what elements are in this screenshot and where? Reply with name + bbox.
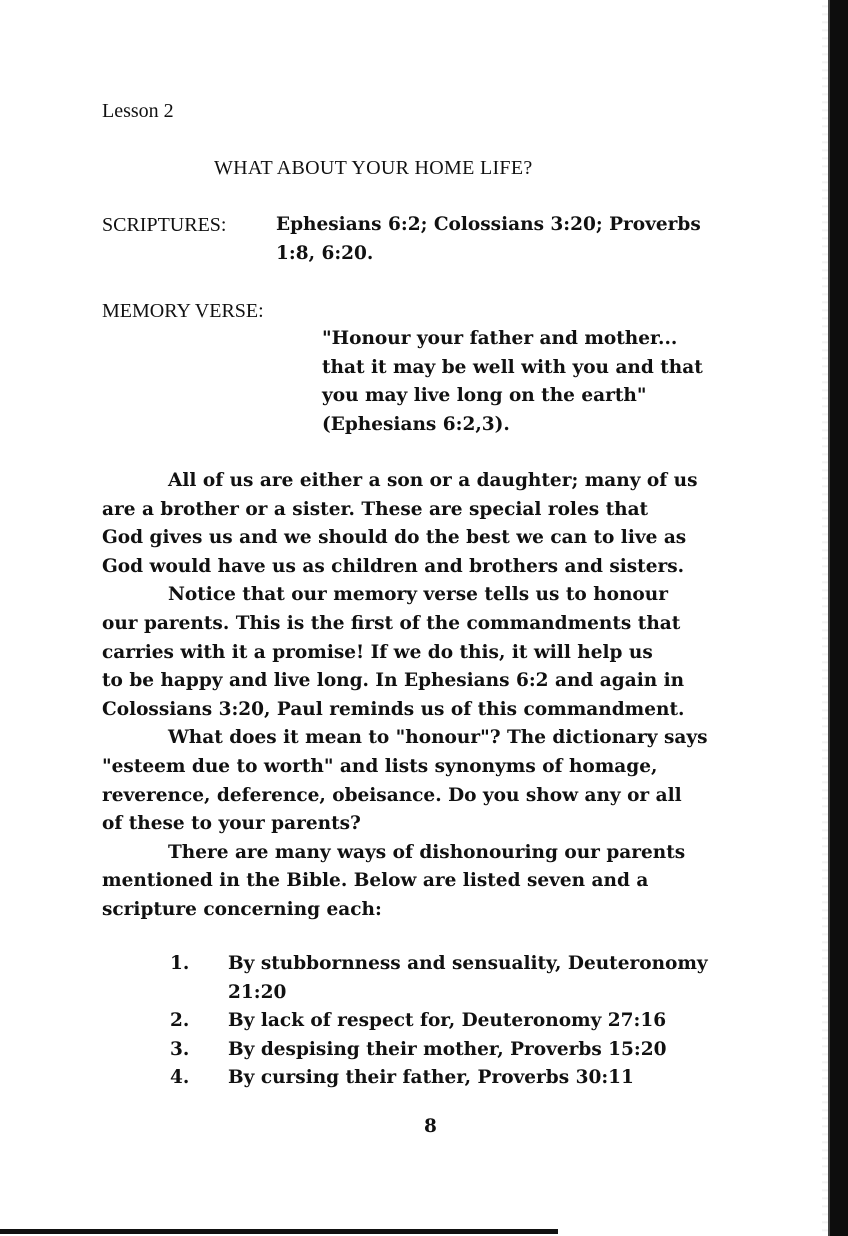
paragraph-line: All of us are either a son or a daughter; many of us (168, 470, 698, 491)
paragraph-line: scripture concerning each: (102, 898, 382, 920)
scriptures-line: Ephesians 6:2; Colossians 3:20; Proverbs (276, 214, 701, 235)
list-item-line: By stubbornness and sensuality, Deuteronomy (228, 953, 708, 974)
paragraph-line: There are many ways of dishonouring our parents (168, 841, 686, 863)
memory-verse-line: that it may be well with you and that (322, 356, 703, 378)
list-item-line: By lack of respect for, Deuteronomy 27:16 (228, 1010, 667, 1032)
list-item-number: 1. (170, 953, 190, 974)
paragraph-line: What does it mean to "honour"? The dictionary says (168, 727, 708, 749)
list-item-line: 21:20 (228, 981, 287, 1003)
numbered-list (170, 950, 708, 1093)
list-item-number: 4. (170, 1067, 190, 1089)
list-item-text (228, 1064, 634, 1093)
paragraph-line: are a brother or a sister. These are special roles that (102, 498, 649, 520)
list-item (170, 1036, 708, 1065)
list-item-text (228, 1007, 666, 1036)
page-number: 8 (424, 1116, 437, 1137)
list-item-line: By despising their mother, Proverbs 15:20 (228, 1038, 667, 1060)
paragraph-line: Colossians 3:20, Paul reminds us of this commandment. (102, 698, 685, 720)
memory-verse-line: you may live long on the earth" (322, 385, 647, 407)
page-binding-edge (828, 0, 848, 1236)
paragraph-line: Notice that our memory verse tells us to honour (168, 584, 668, 606)
list-item (170, 950, 708, 1007)
paragraph-line: carries with it a promise! If we do this, it will help us (102, 641, 653, 663)
lesson-label: Lesson 2 (102, 100, 174, 122)
list-item-number: 3. (170, 1038, 190, 1060)
list-item-line: By cursing their father, Proverbs 30:11 (228, 1067, 634, 1089)
list-item (170, 1064, 708, 1093)
list-item-text (228, 1036, 667, 1065)
paragraph-line: mentioned in the Bible. Below are listed seven and a (102, 870, 649, 892)
memory-verse-text (322, 325, 703, 439)
paragraph-line: of these to your parents? (102, 813, 361, 835)
list-item (170, 1007, 708, 1036)
paragraph-line: God gives us and we should do the best we can to live as (102, 527, 687, 549)
paragraph-line: God would have us as children and brothers and sisters. (102, 555, 685, 577)
paragraph-line: reverence, deference, obeisance. Do you show any or all (102, 784, 682, 806)
paragraph-line: our parents. This is the first of the commandments that (102, 612, 681, 634)
paragraph-2 (102, 581, 708, 724)
scriptures-label: SCRIPTURES: (102, 214, 227, 236)
paragraph-4 (102, 839, 708, 925)
paragraph-3 (102, 724, 708, 838)
body-text (102, 467, 708, 925)
bottom-rule (0, 1229, 558, 1234)
paragraph-line: "esteem due to worth" and lists synonyms of homage, (102, 755, 658, 777)
paragraph-1 (102, 467, 708, 581)
scriptures-references (276, 211, 701, 268)
scriptures-line: 1:8, 6:20. (276, 242, 374, 264)
paragraph-line: to be happy and live long. In Ephesians 6:2 and again in (102, 670, 685, 692)
page-title: WHAT ABOUT YOUR HOME LIFE? (214, 157, 533, 179)
memory-verse-label: MEMORY VERSE: (102, 300, 264, 322)
list-item-number: 2. (170, 1010, 190, 1032)
memory-verse-line: "Honour your father and mother... (322, 328, 678, 349)
memory-verse-line: (Ephesians 6:2,3). (322, 413, 510, 435)
list-item-text (228, 950, 708, 1007)
